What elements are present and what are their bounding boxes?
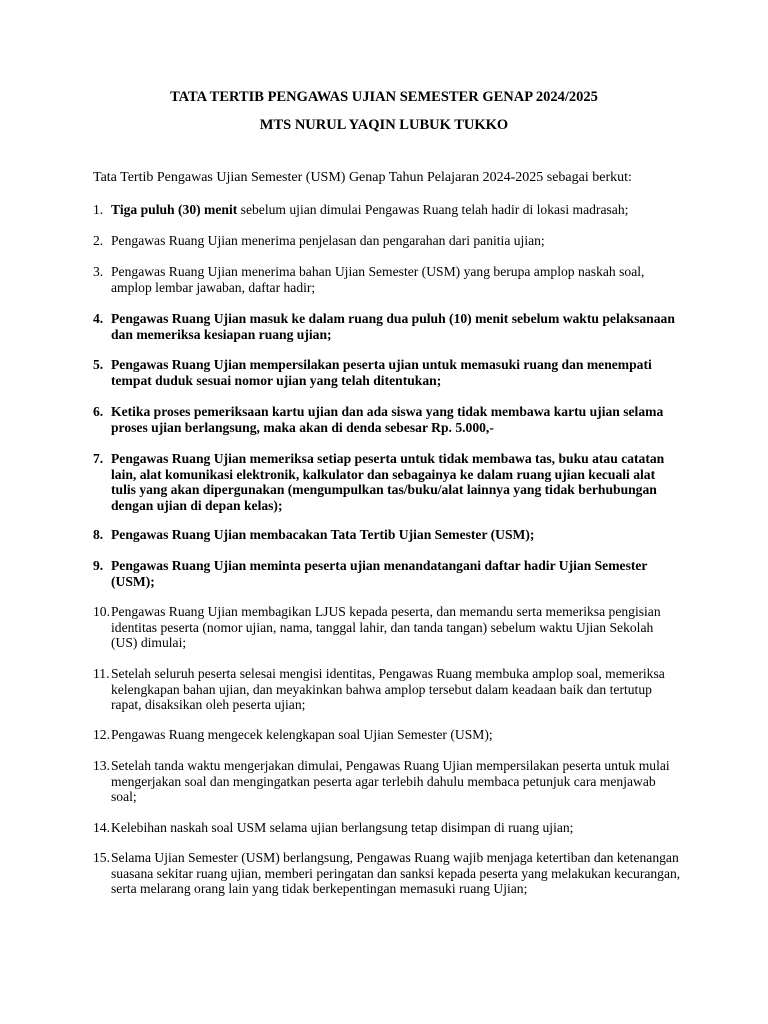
item-number: 7. xyxy=(93,451,104,466)
item-number: 8. xyxy=(93,527,104,542)
item-number: 2. xyxy=(93,233,104,248)
item-text: Pengawas Ruang Ujian menerima bahan Ujian Semester (USM) yang berupa amplop naskah soal, amplop lembar jawaban, daftar hadir; xyxy=(111,264,645,295)
list-item xyxy=(93,820,683,836)
list-item xyxy=(93,666,683,713)
item-text: Selama Ujian Semester (USM) berlangsung, Pengawas Ruang wajib menjaga ketertiban dan ketenangan suasana sekitar ruang ujian, memberi peringatan dan sanksi kepada peserta yang melakukan kecurangan, serta melarang orang lain yang tidak berkepentingan memasuki ruang Ujian; xyxy=(111,850,681,897)
item-number: 15. xyxy=(93,850,110,865)
item-number: 1. xyxy=(93,202,104,217)
list-item xyxy=(93,604,683,651)
item-lead: Tiga puluh (30) menit xyxy=(111,202,238,217)
item-number: 12. xyxy=(93,727,110,742)
list-item xyxy=(93,451,683,513)
list-item xyxy=(93,758,683,805)
item-text: Pengawas Ruang Ujian memeriksa setiap peserta untuk tidak membawa tas, buku atau catatan lain, alat komunikasi elektronik, kalkulator dan sebagainya ke dalam ruang ujian kecuali alat tulis yang akan dipergunakan (mengumpulkan tas/buku/alat lainnya yang tidak berhubungan dengan ujian di depan kelas); xyxy=(111,451,665,513)
item-number: 13. xyxy=(93,758,110,773)
item-text: Pengawas Ruang Ujian meminta peserta ujian menandatangani daftar hadir Ujian Semester (USM); xyxy=(111,558,648,589)
item-text: Kelebihan naskah soal USM selama ujian berlangsung tetap disimpan di ruang ujian; xyxy=(111,820,574,835)
item-text: Pengawas Ruang Ujian masuk ke dalam ruang dua puluh (10) menit sebelum waktu pelaksanaan dan memeriksa kesiapan ruang ujian; xyxy=(111,311,675,342)
list-item xyxy=(93,727,683,743)
item-number: 3. xyxy=(93,264,104,279)
item-number: 4. xyxy=(93,311,104,326)
item-number: 10. xyxy=(93,604,110,619)
item-text: Ketika proses pemeriksaan kartu ujian dan ada siswa yang tidak membawa kartu ujian selama proses ujian berlangsung, maka akan di denda sebesar Rp. 5.000,- xyxy=(111,404,664,435)
document-title: TATA TERTIB PENGAWAS UJIAN SEMESTER GENAP 2024/2025 xyxy=(170,89,598,105)
list-item xyxy=(93,527,683,543)
item-number: 5. xyxy=(93,357,104,372)
item-number: 9. xyxy=(93,558,104,573)
item-number: 14. xyxy=(93,820,110,835)
item-text: Pengawas Ruang Ujian membagikan LJUS kepada peserta, dan memandu serta memeriksa pengisian identitas peserta (nomor ujian, nama, tanggal lahir, dan tanda tangan) sebelum waktu Ujian Sekolah (US) dimulai; xyxy=(111,604,661,651)
list-item xyxy=(93,558,683,589)
item-text: Pengawas Ruang Ujian mempersilakan peserta ujian untuk memasuki ruang dan menempati tempat duduk sesuai nomor ujian yang telah ditentukan; xyxy=(111,357,652,388)
document-subtitle: MTS NURUL YAQIN LUBUK TUKKO xyxy=(259,117,509,133)
list-item xyxy=(93,264,683,295)
item-number: 11. xyxy=(93,666,110,681)
item-text: Setelah tanda waktu mengerjakan dimulai, Pengawas Ruang Ujian mempersilakan peserta untuk mulai mengerjakan soal dan mengingatkan peserta agar terlebih dahulu membaca petunjuk cara menjawab soal; xyxy=(111,758,670,805)
list-item xyxy=(93,202,683,218)
item-text: Pengawas Ruang Ujian menerima penjelasan dan pengarahan dari panitia ujian; xyxy=(111,233,545,248)
list-item xyxy=(93,357,683,388)
item-text: Setelah seluruh peserta selesai mengisi identitas, Pengawas Ruang membuka amplop soal, memeriksa kelengkapan bahan ujian, dan meyakinkan bahwa amplop tersebut dalam keadaan baik dan tertutup rapat, disaksikan oleh peserta ujian; xyxy=(111,666,665,713)
intro-text: Tata Tertib Pengawas Ujian Semester (USM) Genap Tahun Pelajaran 2024-2025 sebagai berkut: xyxy=(93,170,632,185)
list-item xyxy=(93,850,683,897)
item-text: sebelum ujian dimulai Pengawas Ruang telah hadir di lokasi madrasah; xyxy=(237,202,629,217)
list-item xyxy=(93,404,683,435)
list-item xyxy=(93,233,683,249)
list-item xyxy=(93,311,683,342)
item-text: Pengawas Ruang Ujian membacakan Tata Tertib Ujian Semester (USM); xyxy=(111,527,535,542)
item-number: 6. xyxy=(93,404,104,419)
item-text: Pengawas Ruang mengecek kelengkapan soal Ujian Semester (USM); xyxy=(111,727,493,742)
